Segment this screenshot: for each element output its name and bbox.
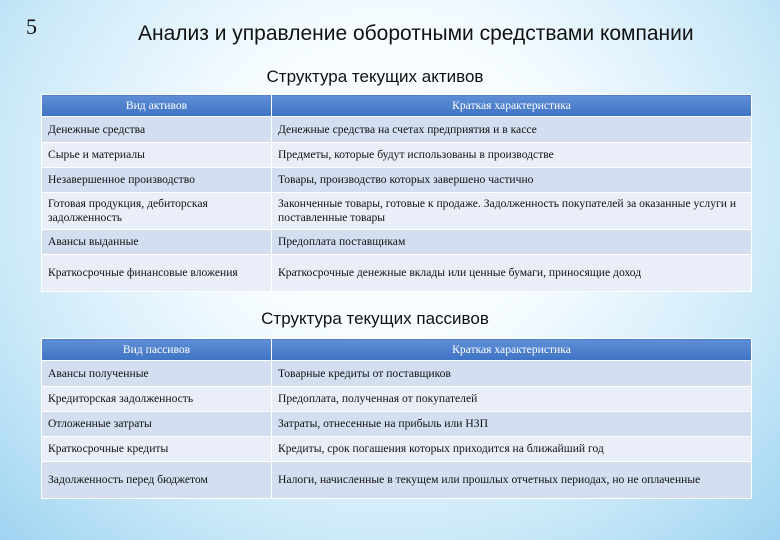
description-cell: Предметы, которые будут использованы в производстве [272, 143, 752, 168]
table-header-row [42, 95, 752, 117]
liability-type-cell: Кредиторская задолженность [42, 387, 272, 412]
table-row [42, 255, 752, 292]
table-row [42, 412, 752, 437]
liabilities-section-title: Структура текущих пассивов [261, 309, 489, 328]
description-cell: Затраты, отнесенные на прибыль или НЗП [272, 412, 752, 437]
asset-type-cell: Авансы выданные [42, 230, 272, 255]
slide-number: 5 [26, 14, 37, 39]
description-cell: Предоплата поставщикам [272, 230, 752, 255]
assets-section-title: Структура текущих активов [266, 67, 484, 86]
asset-type-cell: Краткосрочные финансовые вложения [42, 255, 272, 292]
assets-table [41, 94, 752, 292]
slide-title: Анализ и управление оборотными средствами компании [138, 22, 694, 45]
column-header-description: Краткая характеристика [272, 339, 752, 361]
table-row [42, 168, 752, 193]
description-cell: Законченные товары, готовые к продаже. Задолженность покупателей за оказанные услуги и поставленные товары [272, 193, 752, 230]
description-cell: Кредиты, срок погашения которых приходится на ближайший год [272, 437, 752, 462]
asset-type-cell: Незавершенное производство [42, 168, 272, 193]
description-cell: Товарные кредиты от поставщиков [272, 361, 752, 387]
description-cell: Предоплата, полученная от покупателей [272, 387, 752, 412]
table-row [42, 462, 752, 499]
description-cell: Краткосрочные денежные вклады или ценные бумаги, приносящие доход [272, 255, 752, 292]
asset-type-cell: Готовая продукция, дебиторская задолженность [42, 193, 272, 230]
table-row [42, 117, 752, 143]
description-cell: Денежные средства на счетах предприятия и в кассе [272, 117, 752, 143]
table-row [42, 143, 752, 168]
liability-type-cell: Задолженность перед бюджетом [42, 462, 272, 499]
liabilities-table [41, 338, 752, 499]
liability-type-cell: Краткосрочные кредиты [42, 437, 272, 462]
column-header-description: Краткая характеристика [272, 95, 752, 117]
table-row [42, 193, 752, 230]
column-header-liability-type: Вид пассивов [42, 339, 272, 361]
table-row [42, 361, 752, 387]
table-row [42, 387, 752, 412]
asset-type-cell: Сырье и материалы [42, 143, 272, 168]
liability-type-cell: Авансы полученные [42, 361, 272, 387]
asset-type-cell: Денежные средства [42, 117, 272, 143]
liability-type-cell: Отложенные затраты [42, 412, 272, 437]
description-cell: Товары, производство которых завершено частично [272, 168, 752, 193]
column-header-asset-type: Вид активов [42, 95, 272, 117]
table-row [42, 437, 752, 462]
description-cell: Налоги, начисленные в текущем или прошлых отчетных периодах, но не оплаченные [272, 462, 752, 499]
table-header-row [42, 339, 752, 361]
table-row [42, 230, 752, 255]
